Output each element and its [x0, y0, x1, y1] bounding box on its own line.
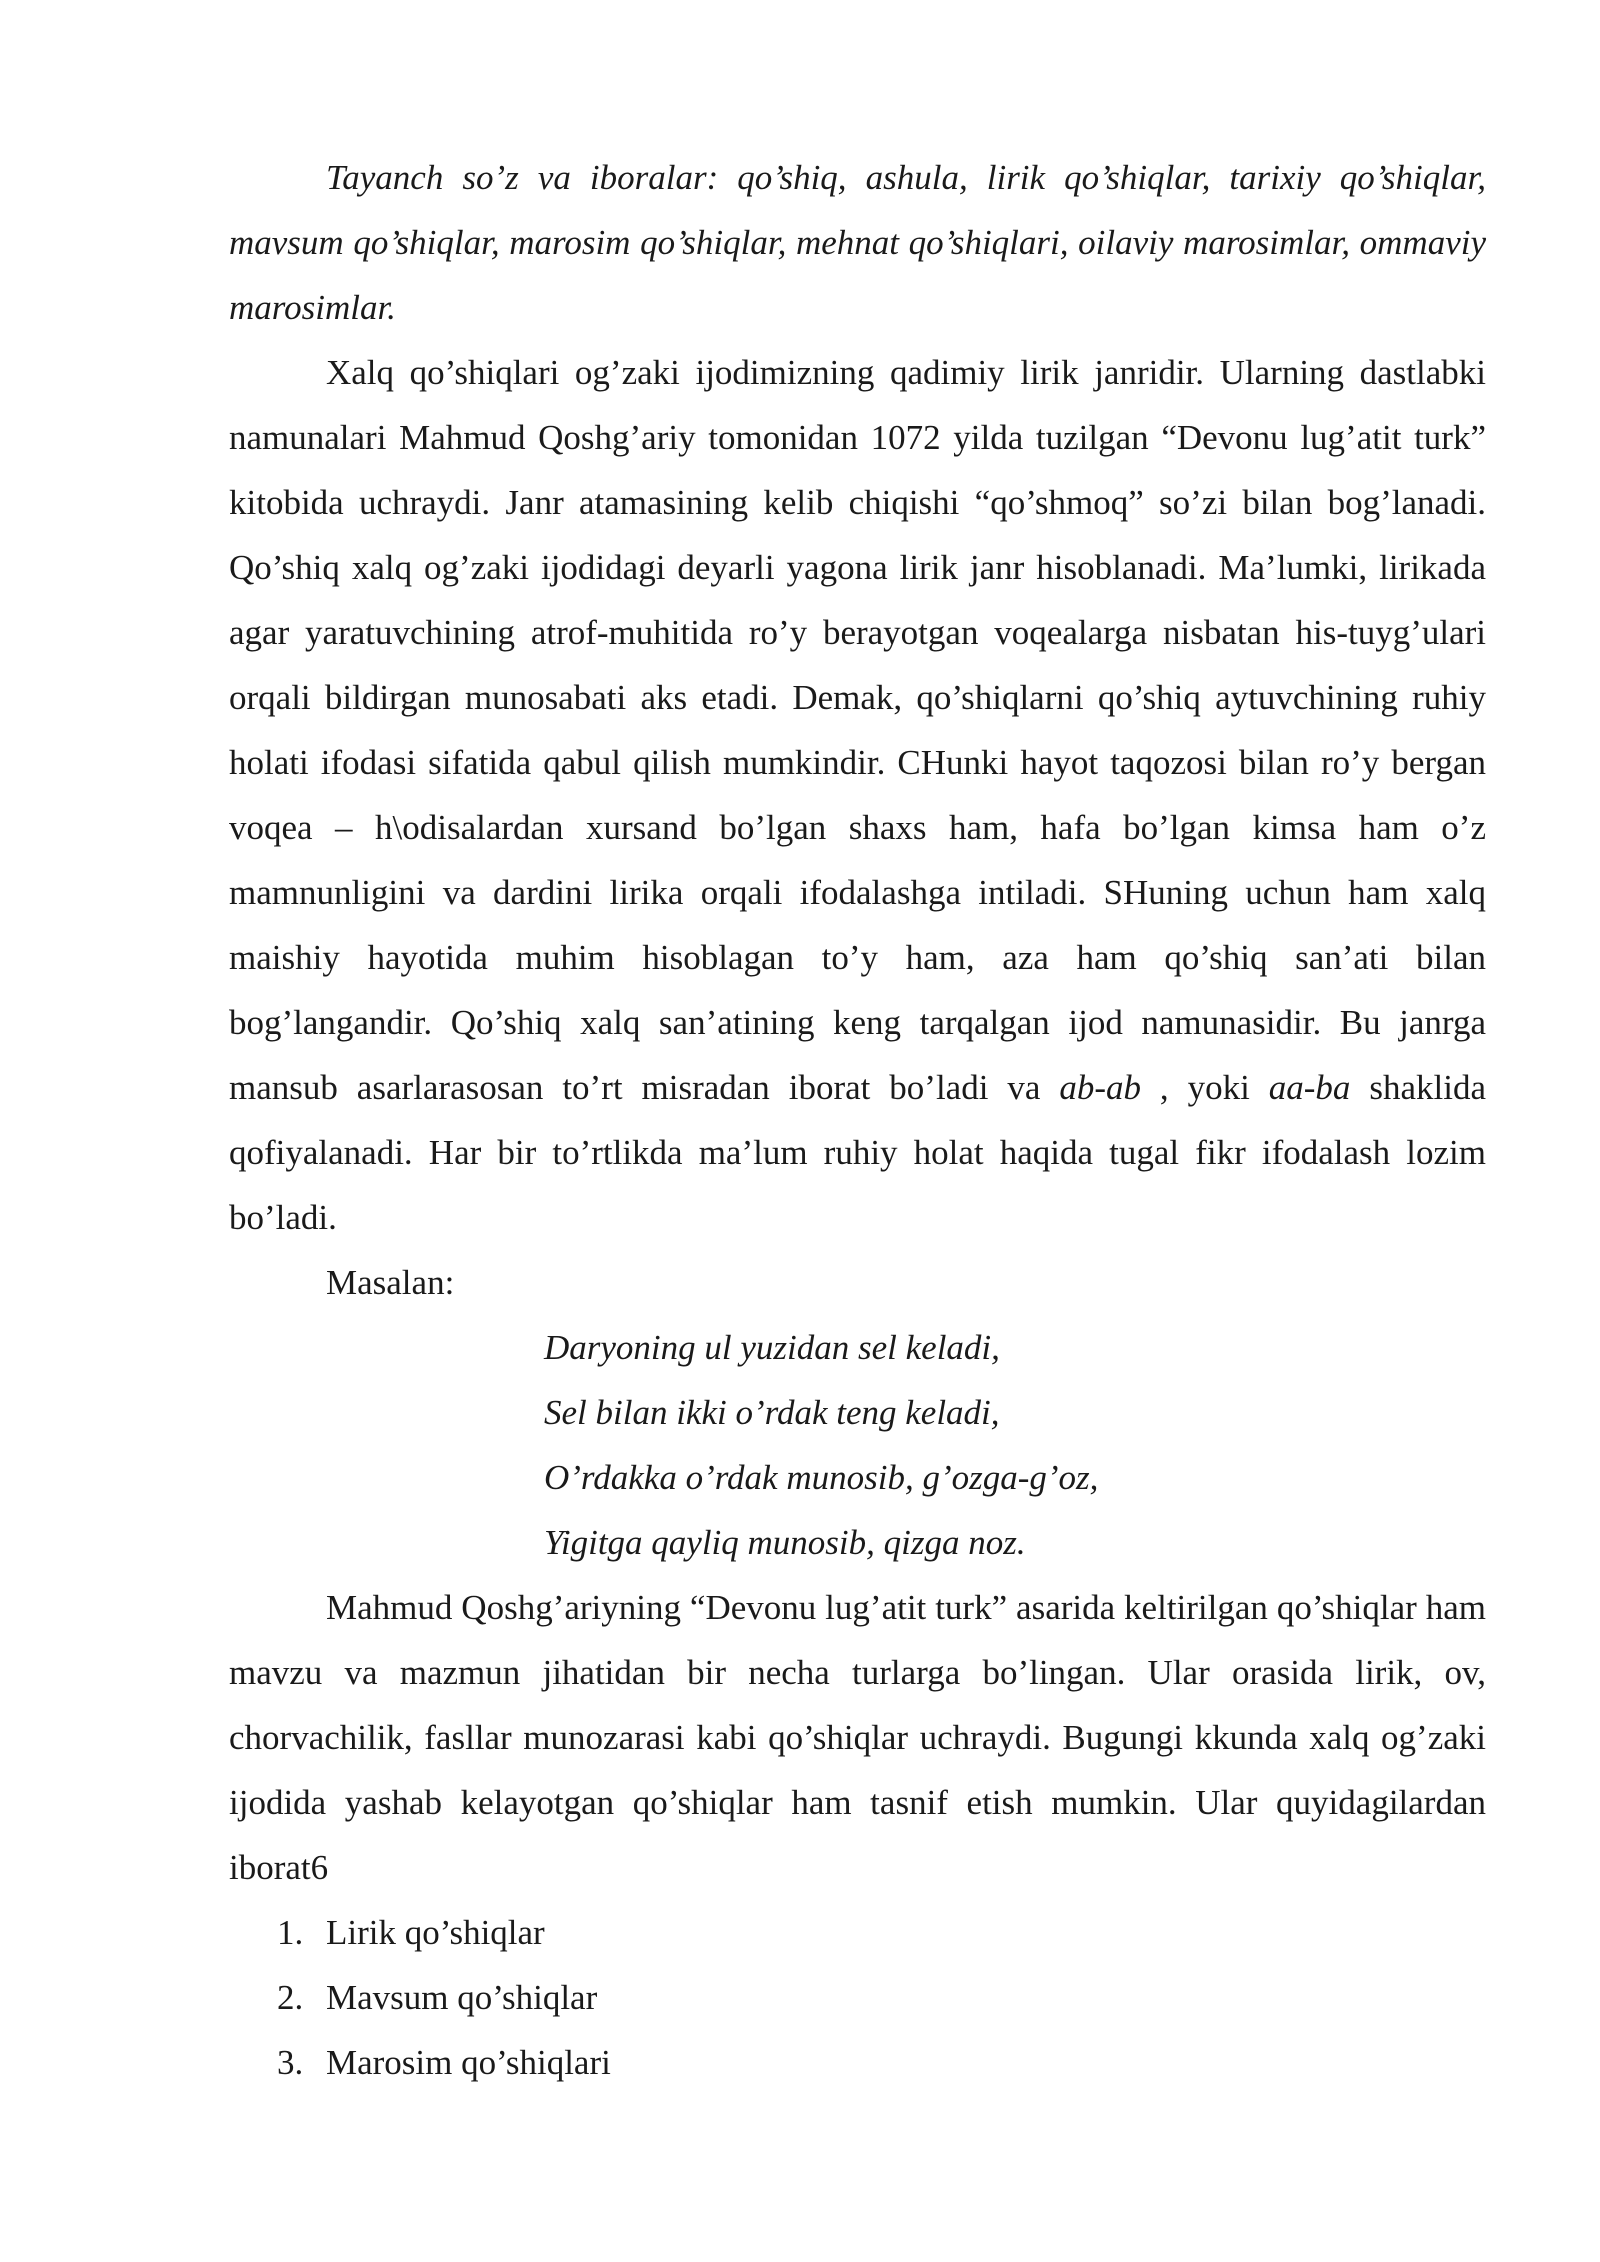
song-types-list	[229, 1900, 1486, 2095]
list-number: 3.	[277, 2043, 304, 2082]
rhyme-scheme-aaba: aa-ba	[1268, 1068, 1351, 1107]
intro-ending: shaklida qofiyalanadi. Har bir to’rtlikda ma’lum ruhiy holat haqida tugal fikr ifodalash lozim bo’ladi.	[229, 1068, 1487, 1237]
poem-line: O’rdakka o’rdak munosib, g’ozga-g’oz,	[544, 1458, 1099, 1497]
intro-paragraph	[229, 340, 1486, 1250]
intro-text: Xalq qo’shiqlari og’zaki ijodimizning qadimiy lirik janridir. Ularning dastlabki namunalari Mahmud Qoshg’ariy tomonidan 1072 yilda tuzilgan “Devonu lug’atit turk” kitobida uchraydi. Janr atamasining kelib chiqishi “qo’shmoq” so’zi bilan bog’lanadi. Qo’shiq xalq og’zaki ijodidagi deyarli yagona lirik janr hisoblanadi. Ma’lumki, lirikada agar yaratuvchining atrof-muhitida ro’y berayotgan voqealarga nisbatan his-tuyg’ulari orqali bildirgan munosabati aks etadi. Demak, qo’shiqlarni qo’shiq aytuvchining ruhiy holati ifodasi sifatida qabul qilish mumkindir. CHunki hayot taqozosi bilan ro’y bergan voqea – h\odisalardan xursand bo’lgan shaxs ham, hafa bo’lgan kimsa ham o’z mamnunligini va dardini lirika orqali ifodalashga intiladi. SHuning uchun ham xalq maishiy hayotida muhim hisoblagan to’y ham, aza ham qo’shiq san’ati bilan bog’langandir. Qo’shiq xalq san’atining keng tarqalgan ijod namunasidir. Bu janrga mansub asarlarasosan to’rt misradan iborat bo’ladi va	[229, 353, 1486, 1107]
list-item	[229, 2030, 1486, 2095]
list-item	[229, 1965, 1486, 2030]
poem-line: Daryoning ul yuzidan sel keladi,	[544, 1328, 1000, 1367]
document-page	[229, 145, 1486, 2095]
poem-line: Yigitga qayliq munosib, qizga noz.	[544, 1523, 1026, 1562]
example-label: Masalan:	[326, 1263, 455, 1302]
rhyme-scheme-abab: ab-ab	[1059, 1068, 1141, 1107]
list-number: 2.	[277, 1978, 304, 2017]
list-text: Marosim qo’shiqlari	[326, 2043, 611, 2082]
list-text: Mavsum qo’shiqlar	[326, 1978, 598, 2017]
list-number: 1.	[277, 1913, 304, 1952]
keywords-paragraph: Tayanch so’z va iboralar: qo’shiq, ashula, lirik qo’shiqlar, tarixiy qo’shiqlar, mavsum qo’shiqlar, marosim qo’shiqlar, mehnat qo’shiqlari, oilaviy marosimlar, ommaviy marosimlar.	[229, 158, 1486, 327]
list-item	[229, 1900, 1486, 1965]
intro-connector: , yoki	[1141, 1068, 1269, 1107]
poem-block	[229, 1315, 1486, 1575]
classification-paragraph: Mahmud Qoshg’ariyning “Devonu lug’atit turk” asarida keltirilgan qo’shiqlar ham mavzu va mazmun jihatidan bir necha turlarga bo’lingan. Ular orasida lirik, ov, chorvachilik, fasllar munozarasi kabi qo’shiqlar uchraydi. Bugungi kkunda xalq og’zaki ijodida yashab kelayotgan qo’shiqlar ham tasnif etish mumkin. Ular quyidagilardan iborat6	[229, 1588, 1486, 1887]
list-text: Lirik qo’shiqlar	[326, 1913, 545, 1952]
poem-line: Sel bilan ikki o’rdak teng keladi,	[544, 1393, 1000, 1432]
